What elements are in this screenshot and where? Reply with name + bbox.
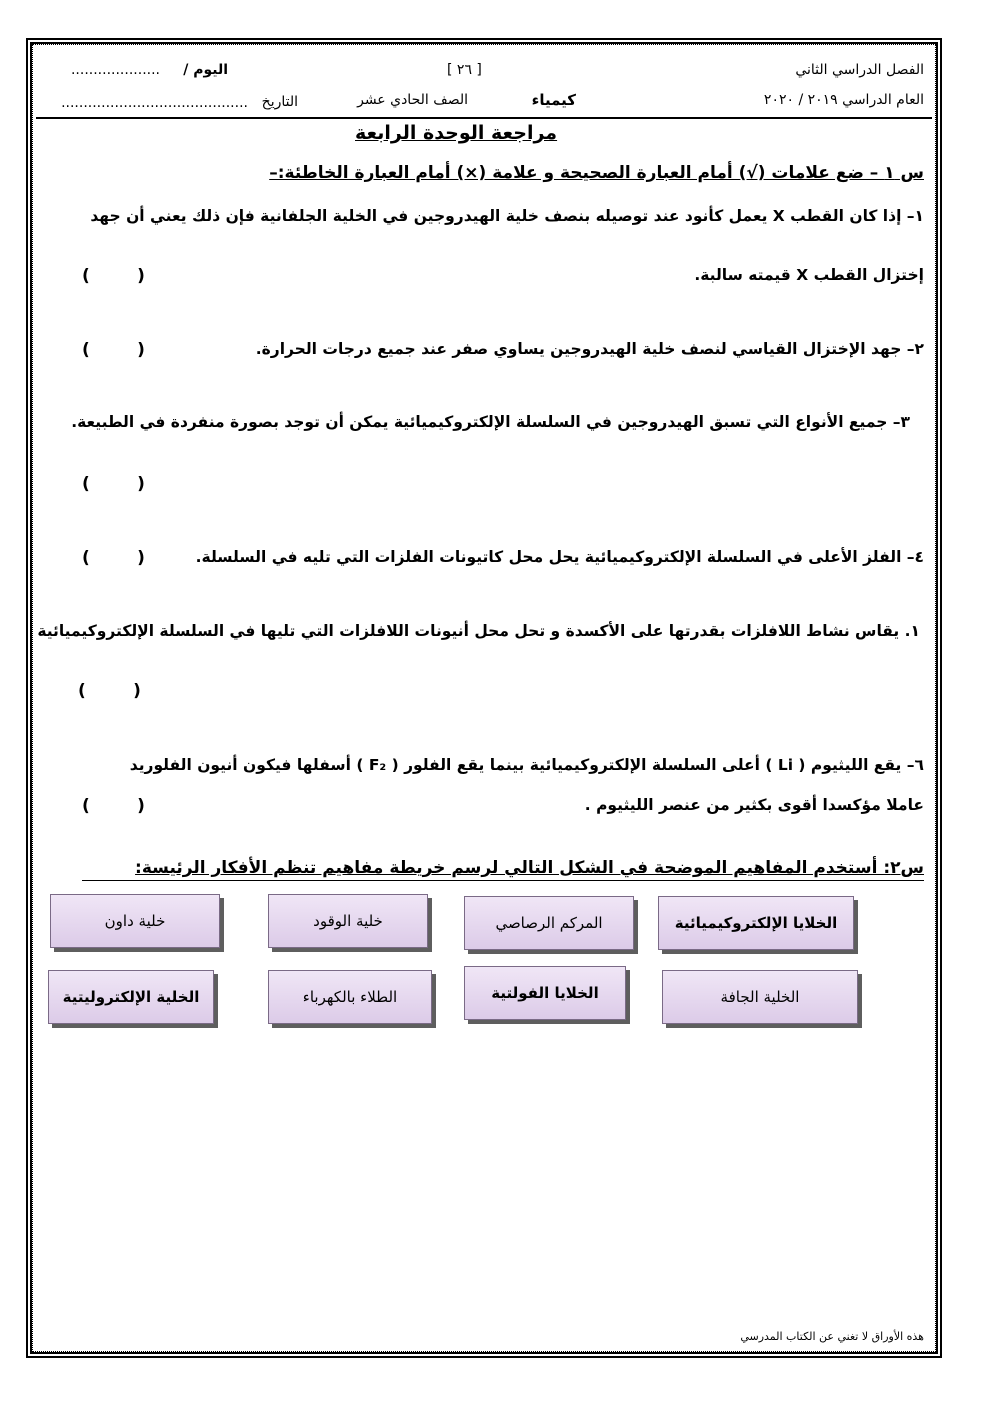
q2-heading: س٢: أستخدم المفاهيم الموضحة في الشكل التالي لرسم خريطة مفاهيم تنظم الأفكار الرئيسة: (135, 858, 924, 878)
concept-electrochemical-cells[interactable]: الخلايا الإلكتروكيميائية (658, 896, 854, 950)
concept-electrolytic-cell[interactable]: الخلية الإلكتروليتية (48, 970, 214, 1024)
answer-blank-3[interactable]: ( ) (82, 474, 145, 494)
concept-lead-acid-battery[interactable]: المركم الرصاصي (464, 896, 634, 950)
page-number: [ ٢٦ ] (447, 62, 482, 78)
day-field[interactable]: .................... (70, 62, 160, 78)
q1-item-1-line1: ١– إذا كان القطب X يعمل كأنود عند توصيله بنصف خلية الهيدروجين في الخلية الجلفانية فإن ذلك يعني أن جهد (90, 207, 924, 225)
answer-blank-1[interactable]: ( ) (82, 266, 145, 286)
date-label: التاريخ (261, 94, 298, 110)
q1-item-2: ٢– جهد الإختزال القياسي لنصف خلية الهيدروجين يساوي صفر عند جميع درجات الحرارة. (255, 340, 924, 358)
header-divider (36, 117, 932, 119)
q1-item-5: ١. يقاس نشاط اللافلزات بقدرتها على الأكسدة و تحل محل أنيونات اللافلزات التي تليها في السلسلة الإلكتروكيميائية (37, 622, 920, 640)
academic-year: العام الدراسي ٢٠١٩ / ٢٠٢٠ (763, 92, 924, 108)
q1-item-3: ٣– جميع الأنواع التي تسبق الهيدروجين في السلسلة الإلكتروكيميائية يمكن أن توجد بصورة منفردة في الطبيعة. (71, 413, 910, 431)
concept-fuel-cell[interactable]: خلية الوقود (268, 894, 428, 948)
q2-underline (82, 880, 924, 881)
q1-item-6-line2: عاملا مؤكسدا أقوى بكثير من عنصر الليثيوم . (584, 796, 924, 814)
concept-downs-cell[interactable]: خلية داون (50, 894, 220, 948)
answer-blank-2[interactable]: ( ) (82, 340, 145, 360)
footer-note: هذه الأوراق لا تغني عن الكتاب المدرسي (740, 1330, 924, 1343)
answer-blank-4[interactable]: ( ) (82, 548, 145, 568)
q1-item-4: ٤– الفلز الأعلى في السلسلة الإلكتروكيميائية يحل محل كاتيونات الفلزات التي تليه في السلسلة. (195, 548, 924, 566)
q1-heading: س ١ – ضع علامات (√) أمام العبارة الصحيحة و علامة (×) أمام العبارة الخاطئة:– (269, 163, 924, 183)
concept-electroplating[interactable]: الطلاء بالكهرباء (268, 970, 432, 1024)
q1-item-1-line2: إختزال القطب X قيمته سالبة. (694, 266, 924, 284)
page-title: مراجعة الوحدة الرابعة (355, 122, 558, 144)
page-border-inner (32, 44, 936, 1352)
day-label: اليوم / (183, 62, 228, 78)
concept-dry-cell[interactable]: الخلية الجافة (662, 970, 858, 1024)
q1-item-6-line1: ٦– يقع الليثيوم ( Li ) أعلى السلسلة الإلكتروكيميائية بينما يقع الفلور ( F₂ ) أسفلها فيكون أنيون الفلوريد (129, 756, 924, 774)
concept-voltaic-cells[interactable]: الخلايا الفولتية (464, 966, 626, 1020)
subject-label: كيمياء (531, 91, 576, 109)
date-field[interactable]: .......................................... (61, 95, 248, 111)
semester-label: الفصل الدراسي الثاني (795, 62, 924, 78)
answer-blank-5[interactable]: ( ) (78, 681, 141, 701)
answer-blank-6[interactable]: ( ) (82, 796, 145, 816)
grade-label: الصف الحادي عشر (357, 92, 468, 108)
